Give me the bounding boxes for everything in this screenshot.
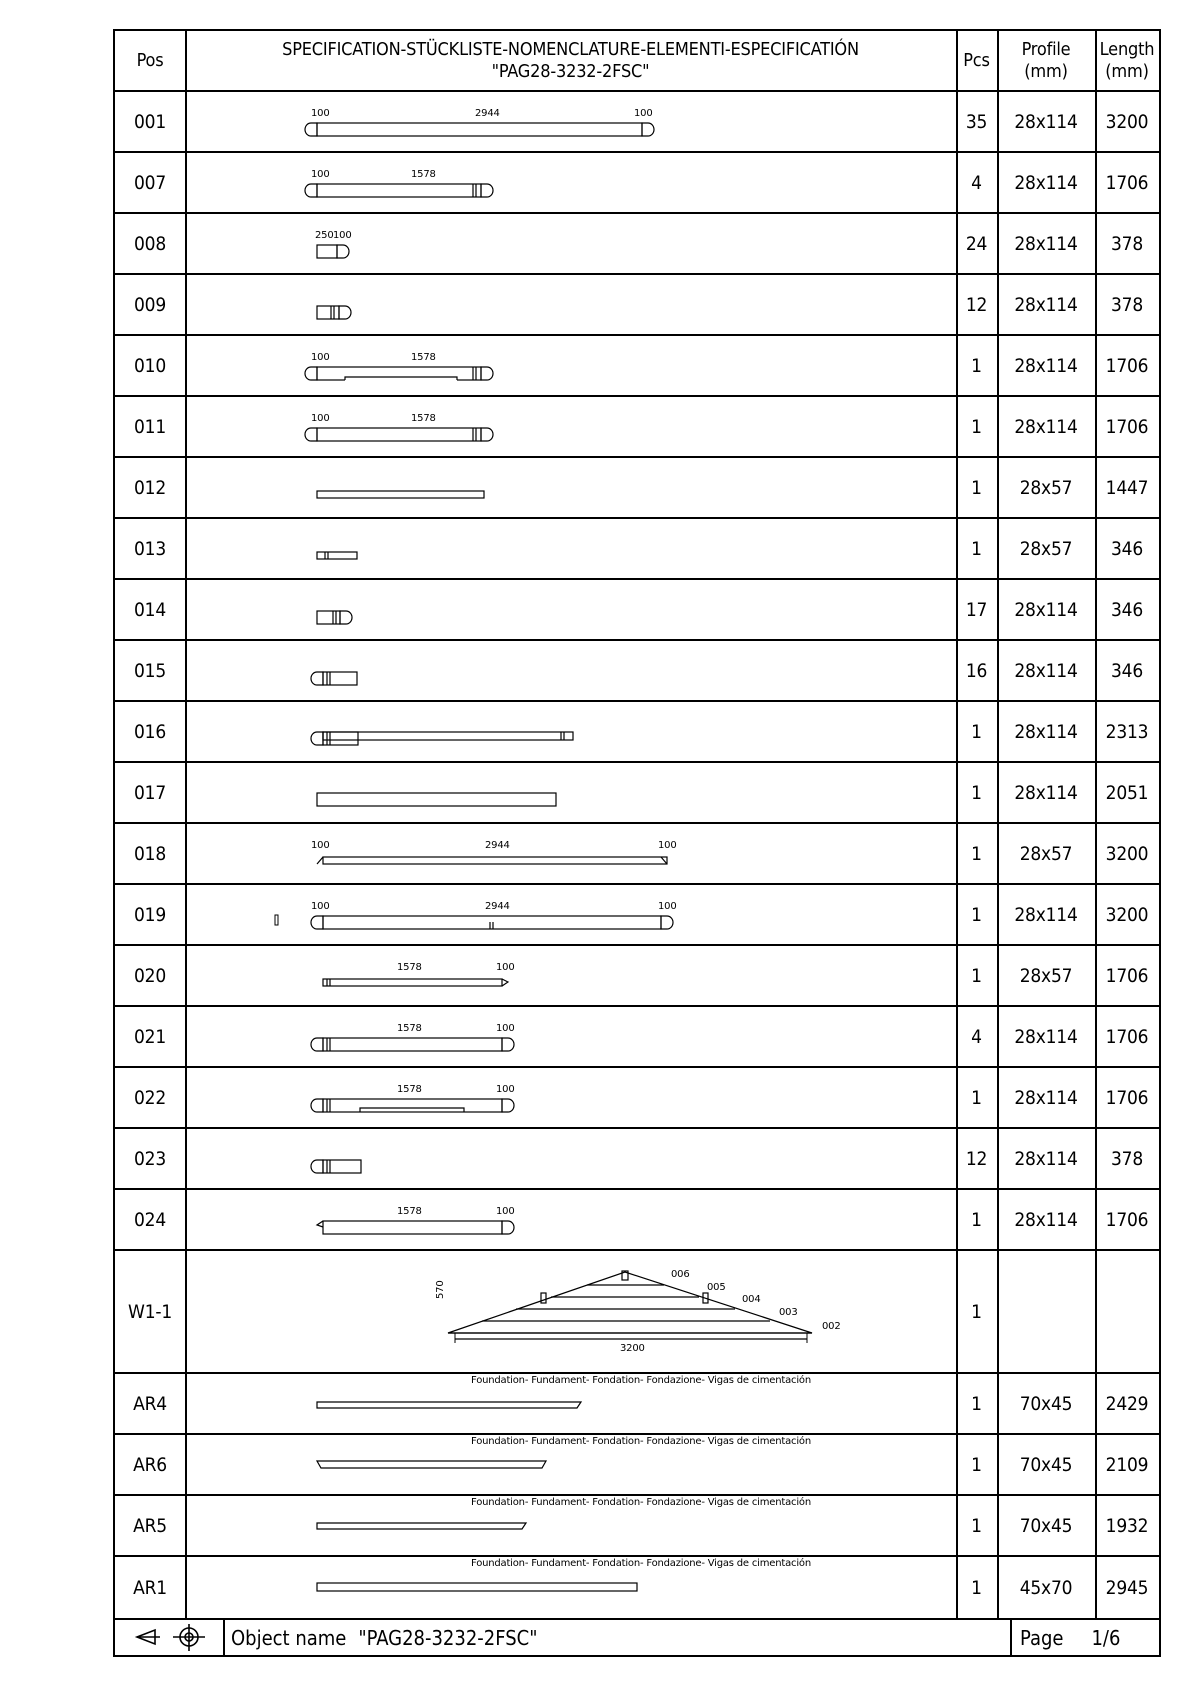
part-shape — [317, 1435, 811, 1468]
object-name — [223, 1620, 1119, 1655]
part-drawing — [185, 519, 958, 578]
pos-cell: 007 — [115, 153, 187, 212]
table-row — [115, 336, 1159, 397]
pos-cell: AR6 — [115, 1435, 187, 1494]
pos-cell: 022 — [115, 1068, 187, 1127]
part-drawing-svg — [185, 92, 954, 151]
length-cell: 1706 — [1105, 1086, 1149, 1109]
dim-label: 1578 — [411, 413, 436, 424]
part-drawing-svg — [185, 1129, 954, 1188]
part-shape — [317, 1557, 811, 1591]
pos-cell: 016 — [115, 702, 187, 761]
part-drawing-svg — [185, 702, 954, 761]
table-row — [115, 763, 1159, 824]
profile-cell: 28x114 — [997, 153, 1097, 212]
part-drawing — [185, 458, 958, 517]
pos-cell: 001 — [115, 92, 187, 151]
part-drawing-svg — [185, 1557, 954, 1618]
part-drawing-svg — [185, 1190, 954, 1249]
part-drawing-svg — [185, 275, 954, 334]
profile-cell: 28x114 — [997, 641, 1097, 700]
dim-label: 100 — [311, 352, 330, 363]
dim-label: 570 — [435, 1280, 446, 1299]
dim-label: 100 — [496, 1084, 515, 1095]
page-value: 1/6 — [1091, 1625, 1121, 1650]
profile-cell — [997, 1251, 1097, 1372]
projection-symbol-icon — [137, 1630, 160, 1644]
dim-label: 100 — [658, 901, 677, 912]
pcs-cell: 1 — [956, 1251, 999, 1372]
length-cell: 3200 — [1105, 110, 1149, 133]
pcs-cell: 35 — [956, 92, 999, 151]
dim-label: 2944 — [485, 901, 510, 912]
part-shape — [317, 1374, 811, 1408]
page-label: Page — [1020, 1625, 1064, 1650]
pcs-cell: 17 — [956, 580, 999, 639]
part-shape — [315, 230, 352, 258]
table-row — [115, 1374, 1159, 1435]
profile-cell: 45x70 — [997, 1557, 1097, 1618]
part-shape — [323, 962, 515, 986]
part-drawing — [185, 1129, 958, 1188]
profile-cell: 28x57 — [997, 946, 1097, 1005]
pcs-cell: 4 — [956, 153, 999, 212]
length-cell — [1095, 1251, 1159, 1372]
pos-cell: 012 — [115, 458, 187, 517]
part-drawing — [185, 763, 958, 822]
profile-cell: 28x114 — [997, 580, 1097, 639]
dim-label: 100 — [311, 169, 330, 180]
pos-cell: 024 — [115, 1190, 187, 1249]
foundation-note: Foundation- Fundament- Fondation- Fondazione- Vigas de cimentación — [471, 1375, 811, 1386]
table-row — [115, 1007, 1159, 1068]
part-drawing — [185, 1496, 958, 1555]
dim-label: 100 — [311, 108, 330, 119]
part-shape — [305, 352, 493, 380]
profile-cell: 28x57 — [997, 519, 1097, 578]
part-shape — [311, 732, 573, 745]
dim-label: 3200 — [620, 1343, 645, 1354]
header-length — [1095, 31, 1159, 90]
header-profile-label: Profile — [1021, 38, 1071, 60]
dim-label: 1578 — [411, 352, 436, 363]
page-indicator — [1010, 1620, 1159, 1655]
footer-icons-svg — [115, 1620, 223, 1655]
dim-label: 2944 — [485, 840, 510, 851]
profile-cell: 28x114 — [997, 702, 1097, 761]
part-drawing-svg — [185, 153, 954, 212]
part-drawing-svg — [185, 763, 954, 822]
profile-cell: 70x45 — [997, 1496, 1097, 1555]
header-pcs: Pcs — [956, 31, 999, 90]
profile-cell: 28x114 — [997, 763, 1097, 822]
profile-cell: 28x114 — [997, 1190, 1097, 1249]
part-drawing — [185, 641, 958, 700]
pos-cell: 020 — [115, 946, 187, 1005]
dim-label: 002 — [822, 1321, 841, 1332]
part-drawing — [185, 580, 958, 639]
part-shape — [305, 108, 654, 136]
profile-cell: 70x45 — [997, 1435, 1097, 1494]
part-shape — [317, 611, 352, 624]
dim-label: 1578 — [397, 1084, 422, 1095]
part-shape — [305, 413, 493, 441]
part-shape — [311, 1160, 361, 1173]
part-drawing — [185, 1435, 958, 1494]
length-cell: 3200 — [1105, 903, 1149, 926]
title-line-1: SPECIFICATION-STÜCKLISTE-NOMENCLATURE-ELEMENTI-ESPECIFICATIÓN — [282, 38, 859, 60]
dim-label: 250 — [315, 230, 334, 241]
table-row — [115, 1496, 1159, 1557]
length-cell: 1706 — [1105, 415, 1149, 438]
pos-cell: 021 — [115, 1007, 187, 1066]
part-drawing-svg — [185, 458, 954, 517]
dim-label: 2944 — [475, 108, 500, 119]
part-drawing — [185, 946, 958, 1005]
part-drawing-svg — [185, 1068, 954, 1127]
table-row — [115, 885, 1159, 946]
part-drawing — [185, 336, 958, 395]
pos-cell: 015 — [115, 641, 187, 700]
object-name-label: Object name — [231, 1625, 347, 1650]
part-drawing-svg — [185, 336, 954, 395]
profile-cell: 28x114 — [997, 1129, 1097, 1188]
specification-sheet — [113, 29, 1161, 1657]
part-drawing-svg — [185, 946, 954, 1005]
length-cell: 1706 — [1105, 1208, 1149, 1231]
table-row — [115, 214, 1159, 275]
length-cell: 1706 — [1105, 354, 1149, 377]
table-row — [115, 1068, 1159, 1129]
dim-label: 100 — [311, 901, 330, 912]
dim-label: 100 — [311, 413, 330, 424]
pcs-cell: 1 — [956, 1190, 999, 1249]
profile-cell: 28x114 — [997, 92, 1097, 151]
length-cell: 346 — [1110, 659, 1144, 682]
pcs-cell: 16 — [956, 641, 999, 700]
part-shape — [317, 793, 556, 806]
dim-label: 100 — [496, 962, 515, 973]
part-drawing — [185, 1190, 958, 1249]
table-row — [115, 1251, 1159, 1374]
profile-cell: 28x57 — [997, 458, 1097, 517]
part-shape — [317, 306, 351, 319]
part-drawing-svg — [185, 1251, 954, 1372]
dim-label: 004 — [742, 1294, 761, 1305]
pos-cell: 008 — [115, 214, 187, 273]
part-drawing — [185, 1068, 958, 1127]
footer — [115, 1620, 1159, 1655]
part-drawing-svg — [185, 641, 954, 700]
length-cell: 1706 — [1105, 1025, 1149, 1048]
dim-label: 100 — [496, 1206, 515, 1217]
part-drawing — [185, 885, 958, 944]
part-drawing-svg — [185, 1007, 954, 1066]
part-shape — [305, 169, 493, 197]
header-profile — [997, 31, 1097, 90]
pcs-cell: 12 — [956, 1129, 999, 1188]
part-drawing-svg — [185, 397, 954, 456]
profile-cell: 28x57 — [997, 824, 1097, 883]
pcs-cell: 1 — [956, 946, 999, 1005]
pos-cell: 023 — [115, 1129, 187, 1188]
profile-cell: 70x45 — [997, 1374, 1097, 1433]
part-shape — [435, 1269, 841, 1354]
length-cell: 346 — [1110, 598, 1144, 621]
pos-cell: 011 — [115, 397, 187, 456]
part-drawing — [185, 275, 958, 334]
table-row — [115, 397, 1159, 458]
dim-label: 1578 — [397, 962, 422, 973]
pcs-cell: 1 — [956, 519, 999, 578]
part-shape — [275, 901, 677, 929]
length-cell: 378 — [1110, 232, 1144, 255]
pos-cell: 013 — [115, 519, 187, 578]
pcs-cell: 1 — [956, 1374, 999, 1433]
pcs-cell: 1 — [956, 336, 999, 395]
part-drawing-svg — [185, 214, 954, 273]
length-cell: 378 — [1110, 1147, 1144, 1170]
pcs-cell: 1 — [956, 885, 999, 944]
table-row — [115, 1557, 1159, 1620]
part-shape — [311, 672, 357, 685]
pos-cell: 010 — [115, 336, 187, 395]
dim-label: 003 — [779, 1307, 798, 1318]
pcs-cell: 1 — [956, 1557, 999, 1618]
dim-label: 1578 — [397, 1206, 422, 1217]
pcs-cell: 1 — [956, 397, 999, 456]
pcs-cell: 1 — [956, 1435, 999, 1494]
part-drawing-svg — [185, 1496, 954, 1555]
length-cell: 2051 — [1105, 781, 1149, 804]
dim-label: 1578 — [397, 1023, 422, 1034]
part-drawing-svg — [185, 580, 954, 639]
foundation-note: Foundation- Fundament- Fondation- Fondazione- Vigas de cimentación — [471, 1436, 811, 1447]
length-cell: 346 — [1110, 537, 1144, 560]
pcs-cell: 4 — [956, 1007, 999, 1066]
part-drawing — [185, 1557, 958, 1618]
length-cell: 1447 — [1105, 476, 1149, 499]
pos-cell: 009 — [115, 275, 187, 334]
pos-cell: 018 — [115, 824, 187, 883]
part-shape — [317, 491, 484, 498]
table-row — [115, 702, 1159, 763]
part-drawing — [185, 1007, 958, 1066]
table-row — [115, 519, 1159, 580]
dim-label: 100 — [634, 108, 653, 119]
part-drawing — [185, 824, 958, 883]
profile-cell: 28x114 — [997, 336, 1097, 395]
length-cell: 2945 — [1105, 1576, 1149, 1599]
dim-label: 100 — [333, 230, 352, 241]
table-row — [115, 641, 1159, 702]
pcs-cell: 1 — [956, 702, 999, 761]
table-row — [115, 946, 1159, 1007]
pos-cell: AR5 — [115, 1496, 187, 1555]
part-shape — [317, 1206, 515, 1234]
dim-label: 100 — [496, 1023, 515, 1034]
part-drawing — [185, 1251, 958, 1372]
length-cell: 3200 — [1105, 842, 1149, 865]
header-profile-unit: (mm) — [1024, 60, 1068, 82]
part-drawing-svg — [185, 824, 954, 883]
pcs-cell: 1 — [956, 824, 999, 883]
part-shape — [311, 840, 677, 864]
pos-cell: W1-1 — [115, 1251, 187, 1372]
profile-cell: 28x114 — [997, 397, 1097, 456]
header-length-unit: (mm) — [1105, 60, 1149, 82]
pcs-cell: 24 — [956, 214, 999, 273]
part-shape — [317, 1496, 811, 1529]
profile-cell: 28x114 — [997, 214, 1097, 273]
part-shape — [311, 1084, 515, 1112]
length-cell: 1706 — [1105, 964, 1149, 987]
foundation-note: Foundation- Fundament- Fondation- Fondazione- Vigas de cimentación — [471, 1497, 811, 1508]
crosshair-icon — [173, 1624, 205, 1651]
table-row — [115, 1435, 1159, 1496]
header-row — [115, 31, 1159, 92]
profile-cell: 28x114 — [997, 1068, 1097, 1127]
pcs-cell: 1 — [956, 1496, 999, 1555]
table-row — [115, 92, 1159, 153]
part-shape — [317, 552, 357, 559]
table-row — [115, 153, 1159, 214]
header-length-label: Length — [1099, 38, 1155, 60]
table-row — [115, 458, 1159, 519]
pcs-cell: 12 — [956, 275, 999, 334]
title-line-2: "PAG28-3232-2FSC" — [491, 60, 650, 82]
length-cell: 1706 — [1105, 171, 1149, 194]
table-row — [115, 1190, 1159, 1251]
part-shape — [311, 1023, 515, 1051]
foundation-note: Foundation- Fundament- Fondation- Fondazione- Vigas de cimentación — [471, 1558, 811, 1569]
part-drawing-svg — [185, 519, 954, 578]
footer-icons — [115, 1620, 225, 1655]
header-title — [185, 31, 958, 90]
table-row — [115, 824, 1159, 885]
length-cell: 2429 — [1105, 1392, 1149, 1415]
part-drawing — [185, 702, 958, 761]
dim-label: 005 — [707, 1282, 726, 1293]
length-cell: 2109 — [1105, 1453, 1149, 1476]
profile-cell: 28x114 — [997, 1007, 1097, 1066]
pcs-cell: 1 — [956, 1068, 999, 1127]
dim-label: 1578 — [411, 169, 436, 180]
part-drawing-svg — [185, 1435, 954, 1494]
pcs-cell: 1 — [956, 458, 999, 517]
pcs-cell: 1 — [956, 763, 999, 822]
object-name-value: "PAG28-3232-2FSC" — [358, 1625, 538, 1650]
header-pos: Pos — [115, 31, 187, 90]
part-drawing — [185, 1374, 958, 1433]
part-drawing — [185, 92, 958, 151]
part-drawing-svg — [185, 885, 954, 944]
table-row — [115, 275, 1159, 336]
table-row — [115, 1129, 1159, 1190]
part-drawing — [185, 397, 958, 456]
dim-label: 100 — [311, 840, 330, 851]
pos-cell: 014 — [115, 580, 187, 639]
dim-label: 006 — [671, 1269, 690, 1280]
length-cell: 1932 — [1105, 1514, 1149, 1537]
pos-cell: AR1 — [115, 1557, 187, 1618]
length-cell: 378 — [1110, 293, 1144, 316]
pos-cell: AR4 — [115, 1374, 187, 1433]
dim-label: 100 — [658, 840, 677, 851]
profile-cell: 28x114 — [997, 275, 1097, 334]
profile-cell: 28x114 — [997, 885, 1097, 944]
part-drawing-svg — [185, 1374, 954, 1433]
length-cell: 2313 — [1105, 720, 1149, 743]
table-row — [115, 580, 1159, 641]
pos-cell: 019 — [115, 885, 187, 944]
pos-cell: 017 — [115, 763, 187, 822]
part-drawing — [185, 214, 958, 273]
part-drawing — [185, 153, 958, 212]
